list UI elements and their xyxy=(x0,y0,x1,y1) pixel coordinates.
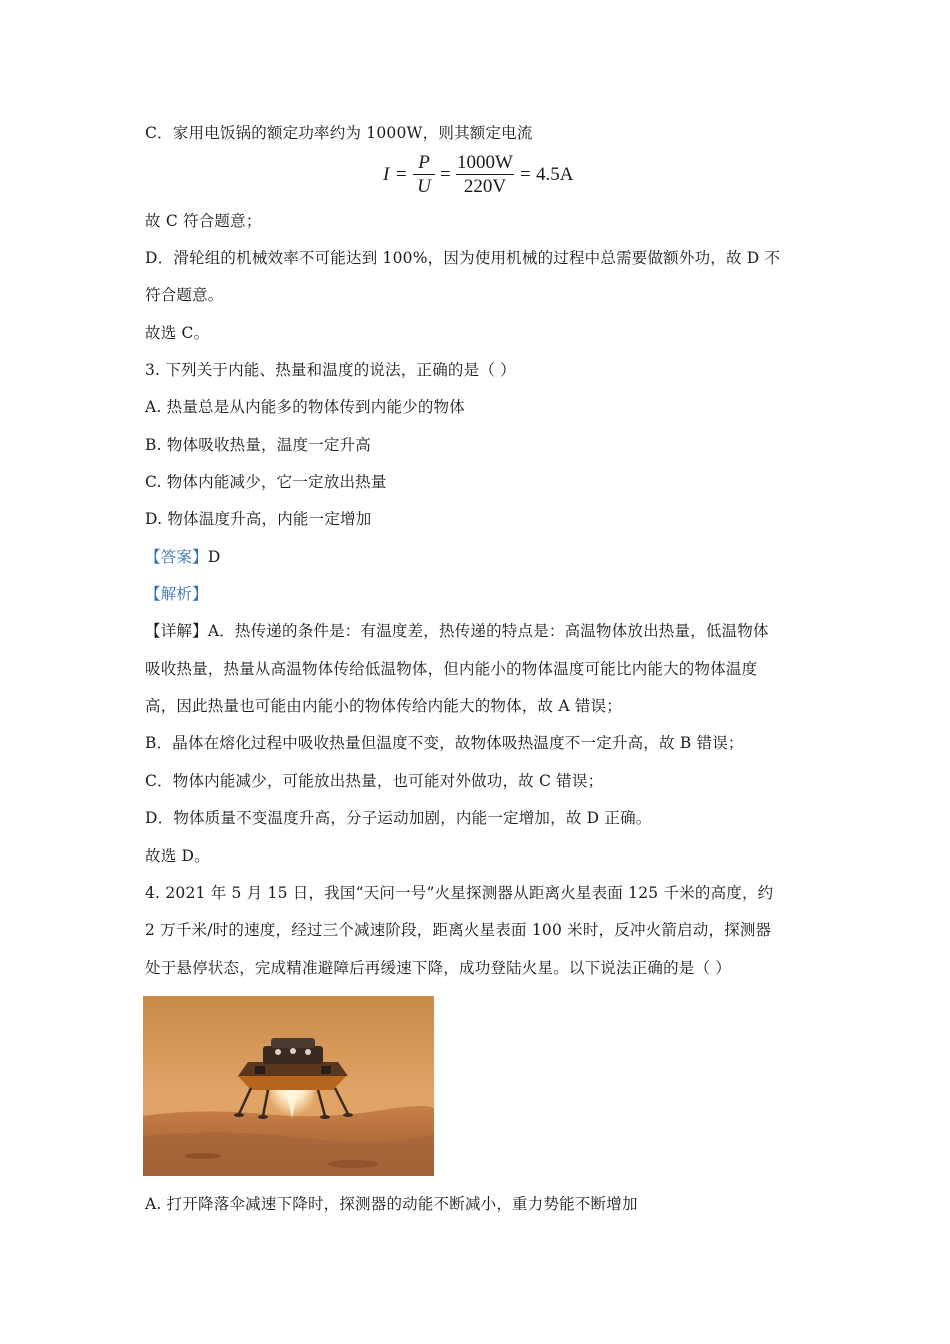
formula-equals-1: = xyxy=(396,164,407,185)
q3-detail-line1: 【详解】A．热传递的条件是：有温度差，热传递的特点是：高温物体放出热量，低温物体 xyxy=(145,622,769,640)
formula-lhs: I xyxy=(383,164,390,185)
formula-1000w: 1000W xyxy=(457,152,513,173)
q4-stem-line1: 4. 2021 年 5 月 15 日，我国“天问一号”火星探测器从距离火星表面 125 千米的高度，约 xyxy=(145,884,774,902)
formula-fraction-pu xyxy=(413,152,435,199)
mars-lander-photo xyxy=(143,996,434,1176)
formula-u: U xyxy=(417,176,431,197)
answer-value: D xyxy=(207,548,221,566)
q3-answer xyxy=(145,546,220,568)
formula-equals-3: = xyxy=(520,164,531,185)
q3-final-answer: 故选 D。 xyxy=(145,847,210,865)
formula-equals-2: = xyxy=(440,164,451,185)
q3-stem: 3. 下列关于内能、热量和温度的说法，正确的是（ ） xyxy=(145,361,516,379)
answer-tag: 【答案】 xyxy=(145,548,208,566)
q3-detail-c: C．物体内能减少，可能放出热量，也可能对外做功，故 C 错误； xyxy=(145,772,604,790)
q3-detail-d: D．物体质量不变温度升高，分子运动加剧，内能一定增加，故 D 正确。 xyxy=(145,809,652,827)
formula-fraction-values xyxy=(456,152,514,199)
q2-option-c-intro: C．家用电饭锅的额定功率约为 1000W，则其额定电流 xyxy=(145,124,533,142)
detail-tag: 【详解】 xyxy=(145,622,208,640)
q2-option-d-line2: 符合题意。 xyxy=(145,286,224,304)
q2-option-c-conclusion: 故 C 符合题意； xyxy=(145,212,262,230)
q3-detail-line3: 高，因此热量也可能由内能小的物体传给内能大的物体，故 A 错误； xyxy=(145,697,622,715)
formula-220v: 220V xyxy=(463,176,507,197)
q4-stem-line2: 2 万千米/时的速度，经过三个减速阶段，距离火星表面 100 米时，反冲火箭启动，探测器 xyxy=(145,921,772,939)
q2-option-d-line1: D．滑轮组的机械效率不可能达到 100%，因为使用机械的过程中总需要做额外功，故 D 不 xyxy=(145,249,781,267)
q3-detail-line2: 吸收热量，热量从高温物体传给低温物体，但内能小的物体温度可能比内能大的物体温度 xyxy=(145,660,758,678)
q4-option-a: A. 打开降落伞减速下降时，探测器的动能不断减小，重力势能不断增加 xyxy=(145,1195,638,1213)
q3-option-a: A. 热量总是从内能多的物体传到内能少的物体 xyxy=(145,398,465,416)
q3-option-b: B. 物体吸收热量，温度一定升高 xyxy=(145,436,371,454)
q3-option-c: C. 物体内能减少，它一定放出热量 xyxy=(145,473,387,491)
formula-result: 4.5A xyxy=(536,164,574,185)
q3-detail-b: B．晶体在熔化过程中吸收热量但温度不变，故物体吸热温度不一定升高，故 B 错误； xyxy=(145,734,744,752)
q3-option-d: D. 物体温度升高，内能一定增加 xyxy=(145,510,372,528)
q2-final-answer: 故选 C。 xyxy=(145,324,210,342)
analysis-tag: 【解析】 xyxy=(145,585,208,603)
q4-stem-line3: 处于悬停状态，完成精准避障后再缓速下降，成功登陆火星。以下说法正确的是（ ） xyxy=(145,959,732,977)
formula-p: P xyxy=(418,152,430,173)
